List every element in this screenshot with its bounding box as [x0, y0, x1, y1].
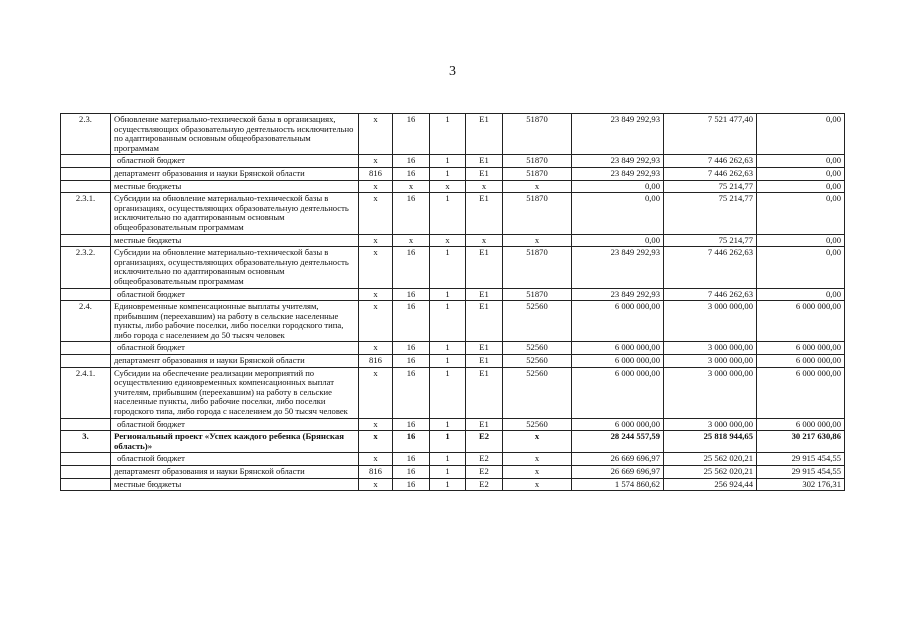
row-name-cell: Субсидии на обновление материально-технической базы в организациях, осуществляющих образовательную деятельность исключительно по адаптированным основным общеобразовательным программам	[111, 193, 359, 234]
code-project-cell: E1	[466, 342, 503, 355]
code-project-cell: E1	[466, 247, 503, 288]
code-subprogram-cell: 1	[430, 355, 466, 368]
code-program-cell: x	[393, 180, 430, 193]
row-number-cell: 2.4.	[61, 301, 111, 342]
amount-year3-cell: 6 000 000,00	[757, 342, 845, 355]
page-number: 3	[449, 64, 456, 79]
amount-year2-cell: 25 562 020,21	[664, 453, 757, 466]
amount-year1-cell: 6 000 000,00	[572, 355, 664, 368]
table-row	[61, 180, 845, 193]
amount-year2-cell: 7 521 477,40	[664, 114, 757, 155]
code-direction-cell: 52560	[503, 367, 572, 418]
code-project-cell: E1	[466, 114, 503, 155]
code-direction-cell: x	[503, 453, 572, 466]
table-row	[61, 431, 845, 453]
row-number-cell	[61, 478, 111, 491]
row-name-cell: местные бюджеты	[111, 478, 359, 491]
amount-year2-cell: 75 214,77	[664, 234, 757, 247]
amount-year2-cell: 256 924,44	[664, 478, 757, 491]
code-program-cell: 16	[393, 155, 430, 168]
row-number-cell: 3.	[61, 431, 111, 453]
row-number-cell	[61, 453, 111, 466]
amount-year1-cell: 0,00	[572, 193, 664, 234]
code-direction-cell: x	[503, 466, 572, 479]
table-row	[61, 288, 845, 301]
table-row	[61, 167, 845, 180]
code-admin-cell: x	[359, 180, 393, 193]
amount-year2-cell: 3 000 000,00	[664, 418, 757, 431]
code-direction-cell: 51870	[503, 193, 572, 234]
amount-year1-cell: 23 849 292,93	[572, 288, 664, 301]
code-project-cell: E1	[466, 418, 503, 431]
row-number-cell	[61, 355, 111, 368]
row-name-cell: Единовременные компенсационные выплаты учителям, прибывшим (переехавшим) на работу в сельские населенные пункты, либо рабочие поселки, либо поселки городского типа, либо города с населением до 50 тысяч человек	[111, 301, 359, 342]
table-row	[61, 234, 845, 247]
amount-year1-cell: 26 669 696,97	[572, 453, 664, 466]
table-row	[61, 342, 845, 355]
table-row	[61, 418, 845, 431]
row-name-cell: Субсидии на обновление материально-технической базы в организациях, осуществляющих образовательную деятельность исключительно по адаптированным основным общеобразовательным программам	[111, 247, 359, 288]
row-name-cell: Региональный проект «Успех каждого ребенка (Брянская область)»	[111, 431, 359, 453]
table-row	[61, 466, 845, 479]
amount-year3-cell: 0,00	[757, 155, 845, 168]
amount-year3-cell: 0,00	[757, 114, 845, 155]
code-subprogram-cell: 1	[430, 167, 466, 180]
code-admin-cell: x	[359, 342, 393, 355]
row-number-cell	[61, 288, 111, 301]
code-direction-cell: 52560	[503, 342, 572, 355]
amount-year3-cell: 6 000 000,00	[757, 355, 845, 368]
code-admin-cell: x	[359, 418, 393, 431]
code-admin-cell: x	[359, 234, 393, 247]
code-admin-cell: 816	[359, 466, 393, 479]
code-project-cell: x	[466, 234, 503, 247]
code-direction-cell: 51870	[503, 155, 572, 168]
amount-year1-cell: 0,00	[572, 180, 664, 193]
amount-year2-cell: 7 446 262,63	[664, 247, 757, 288]
code-project-cell: E1	[466, 367, 503, 418]
code-direction-cell: 52560	[503, 355, 572, 368]
table-row	[61, 453, 845, 466]
code-direction-cell: 51870	[503, 167, 572, 180]
code-program-cell: 16	[393, 466, 430, 479]
table-row	[61, 301, 845, 342]
row-number-cell: 2.3.2.	[61, 247, 111, 288]
code-subprogram-cell: 1	[430, 453, 466, 466]
row-name-cell: департамент образования и науки Брянской области	[111, 466, 359, 479]
amount-year1-cell: 6 000 000,00	[572, 418, 664, 431]
amount-year2-cell: 3 000 000,00	[664, 342, 757, 355]
table-row	[61, 247, 845, 288]
code-direction-cell: 51870	[503, 247, 572, 288]
row-name-cell: местные бюджеты	[111, 234, 359, 247]
row-name-cell: департамент образования и науки Брянской области	[111, 355, 359, 368]
code-admin-cell: x	[359, 288, 393, 301]
code-admin-cell: x	[359, 247, 393, 288]
amount-year1-cell: 26 669 696,97	[572, 466, 664, 479]
amount-year2-cell: 25 818 944,65	[664, 431, 757, 453]
amount-year1-cell: 23 849 292,93	[572, 114, 664, 155]
row-name-cell: областной бюджет	[111, 342, 359, 355]
code-admin-cell: x	[359, 155, 393, 168]
row-name-cell: областной бюджет	[111, 155, 359, 168]
amount-year1-cell: 6 000 000,00	[572, 301, 664, 342]
amount-year1-cell: 23 849 292,93	[572, 247, 664, 288]
code-subprogram-cell: 1	[430, 367, 466, 418]
amount-year3-cell: 29 915 454,55	[757, 466, 845, 479]
row-number-cell	[61, 466, 111, 479]
amount-year3-cell: 0,00	[757, 180, 845, 193]
code-program-cell: 16	[393, 431, 430, 453]
table-row	[61, 355, 845, 368]
code-subprogram-cell: 1	[430, 247, 466, 288]
code-admin-cell: x	[359, 114, 393, 155]
code-direction-cell: x	[503, 180, 572, 193]
amount-year2-cell: 7 446 262,63	[664, 155, 757, 168]
code-subprogram-cell: x	[430, 180, 466, 193]
amount-year3-cell: 29 915 454,55	[757, 453, 845, 466]
amount-year1-cell: 6 000 000,00	[572, 342, 664, 355]
amount-year1-cell: 6 000 000,00	[572, 367, 664, 418]
code-project-cell: E2	[466, 478, 503, 491]
code-subprogram-cell: 1	[430, 288, 466, 301]
amount-year2-cell: 7 446 262,63	[664, 167, 757, 180]
code-program-cell: 16	[393, 418, 430, 431]
row-number-cell	[61, 418, 111, 431]
code-project-cell: E1	[466, 167, 503, 180]
code-project-cell: E2	[466, 431, 503, 453]
code-program-cell: 16	[393, 478, 430, 491]
code-admin-cell: x	[359, 431, 393, 453]
code-subprogram-cell: 1	[430, 466, 466, 479]
code-project-cell: E2	[466, 453, 503, 466]
amount-year1-cell: 28 244 557,59	[572, 431, 664, 453]
code-program-cell: 16	[393, 247, 430, 288]
code-admin-cell: x	[359, 478, 393, 491]
row-number-cell	[61, 155, 111, 168]
row-number-cell: 2.3.1.	[61, 193, 111, 234]
amount-year2-cell: 75 214,77	[664, 180, 757, 193]
code-admin-cell: 816	[359, 355, 393, 368]
code-program-cell: 16	[393, 114, 430, 155]
code-project-cell: E1	[466, 193, 503, 234]
code-subprogram-cell: 1	[430, 342, 466, 355]
code-project-cell: E1	[466, 355, 503, 368]
code-direction-cell: 52560	[503, 418, 572, 431]
code-admin-cell: x	[359, 193, 393, 234]
amount-year3-cell: 0,00	[757, 288, 845, 301]
code-project-cell: E1	[466, 288, 503, 301]
row-name-cell: департамент образования и науки Брянской области	[111, 167, 359, 180]
amount-year2-cell: 75 214,77	[664, 193, 757, 234]
row-number-cell	[61, 180, 111, 193]
row-number-cell	[61, 167, 111, 180]
code-subprogram-cell: 1	[430, 418, 466, 431]
code-direction-cell: x	[503, 478, 572, 491]
amount-year2-cell: 3 000 000,00	[664, 355, 757, 368]
code-subprogram-cell: 1	[430, 431, 466, 453]
code-subprogram-cell: 1	[430, 301, 466, 342]
amount-year3-cell: 0,00	[757, 193, 845, 234]
amount-year2-cell: 3 000 000,00	[664, 367, 757, 418]
row-number-cell	[61, 234, 111, 247]
code-project-cell: E1	[466, 301, 503, 342]
code-admin-cell: x	[359, 301, 393, 342]
table-row	[61, 367, 845, 418]
amount-year2-cell: 3 000 000,00	[664, 301, 757, 342]
amount-year3-cell: 0,00	[757, 247, 845, 288]
amount-year2-cell: 25 562 020,21	[664, 466, 757, 479]
code-program-cell: 16	[393, 288, 430, 301]
code-program-cell: 16	[393, 367, 430, 418]
code-project-cell: x	[466, 180, 503, 193]
amount-year3-cell: 6 000 000,00	[757, 367, 845, 418]
code-program-cell: x	[393, 234, 430, 247]
row-number-cell: 2.4.1.	[61, 367, 111, 418]
code-direction-cell: x	[503, 431, 572, 453]
code-direction-cell: 51870	[503, 288, 572, 301]
code-subprogram-cell: 1	[430, 155, 466, 168]
amount-year1-cell: 1 574 860,62	[572, 478, 664, 491]
row-name-cell: местные бюджеты	[111, 180, 359, 193]
code-subprogram-cell: 1	[430, 114, 466, 155]
amount-year3-cell: 302 176,31	[757, 478, 845, 491]
table-row	[61, 114, 845, 155]
amount-year3-cell: 6 000 000,00	[757, 301, 845, 342]
code-direction-cell: 52560	[503, 301, 572, 342]
row-number-cell: 2.3.	[61, 114, 111, 155]
code-project-cell: E1	[466, 155, 503, 168]
amount-year3-cell: 0,00	[757, 167, 845, 180]
amount-year3-cell: 6 000 000,00	[757, 418, 845, 431]
table-row	[61, 193, 845, 234]
amount-year2-cell: 7 446 262,63	[664, 288, 757, 301]
code-program-cell: 16	[393, 355, 430, 368]
amount-year1-cell: 0,00	[572, 234, 664, 247]
amount-year3-cell: 30 217 630,86	[757, 431, 845, 453]
code-admin-cell: 816	[359, 167, 393, 180]
code-subprogram-cell: 1	[430, 193, 466, 234]
row-name-cell: Обновление материально-технической базы в организациях, осуществляющих образовательную деятельность исключительно по адаптированным основным общеобразовательным программам	[111, 114, 359, 155]
code-direction-cell: x	[503, 234, 572, 247]
code-program-cell: 16	[393, 193, 430, 234]
code-subprogram-cell: x	[430, 234, 466, 247]
amount-year1-cell: 23 849 292,93	[572, 167, 664, 180]
row-name-cell: областной бюджет	[111, 418, 359, 431]
code-program-cell: 16	[393, 342, 430, 355]
row-name-cell: областной бюджет	[111, 288, 359, 301]
code-program-cell: 16	[393, 301, 430, 342]
code-program-cell: 16	[393, 167, 430, 180]
row-name-cell: Субсидии на обеспечение реализации мероприятий по осуществлению единовременных компенсационных выплат учителям, прибывшим (переехавшим) на работу в сельские населенные пункты, либо рабочие поселки, либо поселки городского типа, либо города с населением до 50 тысяч человек	[111, 367, 359, 418]
table-row	[61, 478, 845, 491]
table-row	[61, 155, 845, 168]
code-direction-cell: 51870	[503, 114, 572, 155]
amount-year1-cell: 23 849 292,93	[572, 155, 664, 168]
code-project-cell: E2	[466, 466, 503, 479]
code-subprogram-cell: 1	[430, 478, 466, 491]
budget-table-body	[61, 114, 845, 491]
code-admin-cell: x	[359, 367, 393, 418]
code-program-cell: 16	[393, 453, 430, 466]
row-number-cell	[61, 342, 111, 355]
budget-table	[60, 113, 845, 491]
amount-year3-cell: 0,00	[757, 234, 845, 247]
row-name-cell: областной бюджет	[111, 453, 359, 466]
code-admin-cell: x	[359, 453, 393, 466]
